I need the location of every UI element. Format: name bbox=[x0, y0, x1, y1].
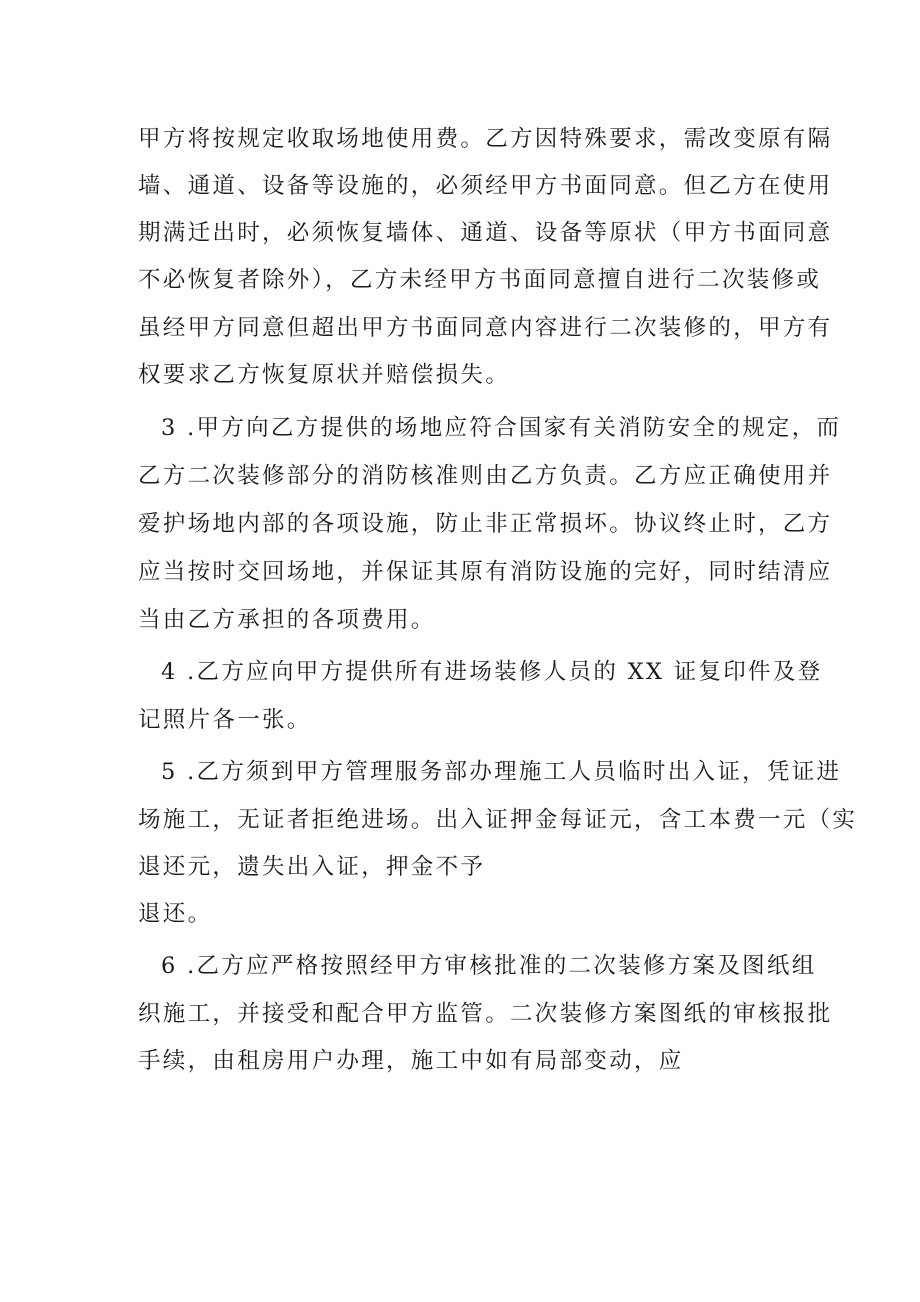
text-line: 爱护场地内部的各项设施，防止非正常损坏。协议终止时，乙方 bbox=[138, 511, 833, 537]
paragraph-3-start: 3 .甲方向乙方提供的场地应符合国家有关消防安全的规定，而 bbox=[161, 415, 842, 441]
text-line: 当由乙方承担的各项费用。 bbox=[138, 607, 436, 633]
text-line: 手续，由租房用户办理，施工中如有局部变动，应 bbox=[138, 1048, 684, 1074]
text-line: 退还。 bbox=[138, 901, 213, 927]
text-line: 退还元，遗失出入证，押金不予 bbox=[138, 854, 486, 880]
text-line: 场施工，无证者拒绝进场。出入证押金每证元，含工本费一元（实 bbox=[138, 807, 858, 833]
text-line: 应当按时交回场地，并保证其原有消防设施的完好，同时结清应 bbox=[138, 559, 833, 585]
text-line: 不必恢复者除外），乙方未经甲方书面同意擅自进行二次装修或 bbox=[138, 267, 822, 293]
text-line: 乙方二次装修部分的消防核准则由乙方负责。乙方应正确使用并 bbox=[138, 463, 833, 489]
text-line: 虽经甲方同意但超出甲方书面同意内容进行二次装修的，甲方有 bbox=[138, 315, 833, 341]
paragraph-6-start: 6 .乙方应严格按照经甲方审核批准的二次装修方案及图纸组 bbox=[161, 953, 817, 979]
text-line: 甲方将按规定收取场地使用费。乙方因特殊要求，需改变原有隔 bbox=[138, 126, 833, 152]
text-line: 墙、通道、设备等设施的，必须经甲方书面同意。但乙方在使用 bbox=[138, 173, 833, 199]
paragraph-5-start: 5 .乙方须到甲方管理服务部办理施工人员临时出入证，凭证进 bbox=[161, 759, 842, 785]
text-line: 期满迁出时，必须恢复墙体、通道、设备等原状（甲方书面同意 bbox=[138, 220, 833, 246]
paragraph-4-start: 4 .乙方应向甲方提供所有进场装修人员的 XX 证复印件及登 bbox=[161, 659, 823, 685]
text-line: 权要求乙方恢复原状并赔偿损失。 bbox=[138, 362, 511, 388]
text-line: 织施工，并接受和配合甲方监管。二次装修方案图纸的审核报批 bbox=[138, 1001, 833, 1027]
text-line: 记照片各一张。 bbox=[138, 707, 312, 733]
